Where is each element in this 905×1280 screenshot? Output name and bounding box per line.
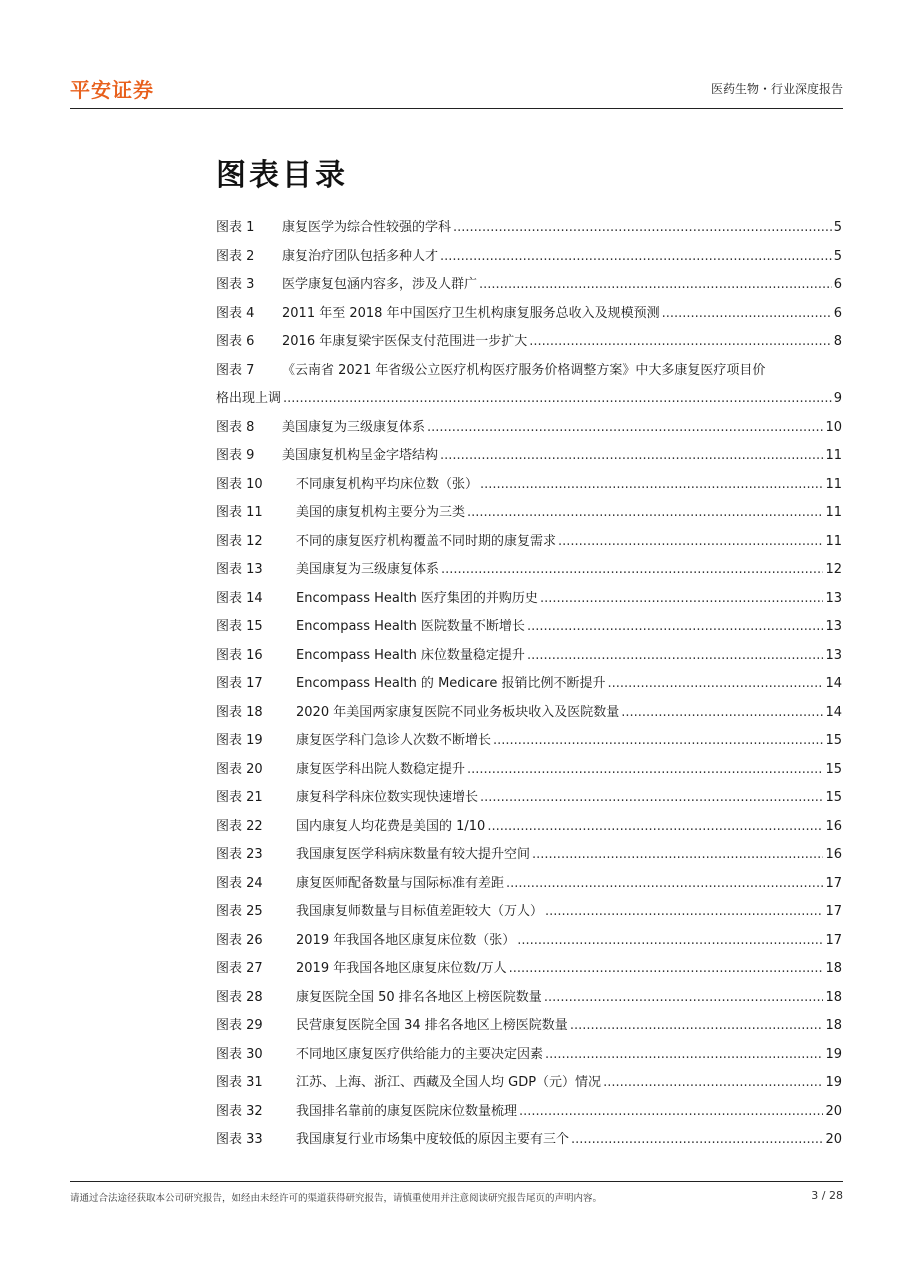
toc-figure-number: 图表 11 — [216, 505, 263, 520]
toc-leader-dots — [467, 758, 823, 782]
toc-figure-title: 我国排名靠前的康复医院床位数量梳理 — [296, 1103, 518, 1119]
toc-figure-title: 康复医学科门急诊人次数不断增长 — [296, 733, 492, 748]
toc-page-number: 11 — [825, 448, 842, 463]
toc-page-number: 13 — [825, 647, 842, 663]
toc-entry[interactable] — [216, 672, 842, 701]
toc-figure-number: 图表 14 — [216, 590, 263, 606]
toc-figure-number: 图表 18 — [216, 704, 263, 720]
toc-figure-title: 国内康复人均花费是美国的 1/10 — [296, 818, 486, 834]
toc-figure-number: 图表 20 — [216, 761, 263, 777]
toc-figure-title: 我国康复行业市场集中度较低的原因主要有三个 — [296, 1132, 570, 1147]
toc-entry[interactable] — [216, 701, 842, 730]
toc-figure-number: 图表 26 — [216, 932, 263, 948]
company-logo: 平安证券 — [70, 78, 154, 102]
toc-figure-number: 图表 1 — [216, 220, 255, 235]
toc-page-number: 11 — [825, 476, 842, 492]
toc-figure-title: 不同的康复医疗机构覆盖不同时期的康复需求 — [296, 533, 557, 549]
toc-entry[interactable] — [216, 216, 842, 245]
report-category: 医药生物・行业深度报告 — [710, 82, 843, 96]
toc-entry[interactable] — [216, 957, 842, 986]
toc-entry[interactable] — [216, 501, 842, 530]
footer-divider — [70, 1181, 843, 1182]
toc-entry[interactable] — [216, 1128, 842, 1157]
toc-page-number: 18 — [825, 1018, 842, 1033]
toc-entry[interactable] — [216, 843, 842, 872]
toc-entry[interactable] — [216, 929, 842, 958]
toc-figure-number: 图表 6 — [216, 334, 255, 349]
toc-entry[interactable] — [216, 786, 842, 815]
toc-page-number: 18 — [825, 989, 842, 1005]
toc-page-number: 8 — [833, 334, 842, 349]
toc-figure-number: 图表 25 — [216, 904, 263, 919]
toc-leader-dots — [545, 1043, 823, 1067]
toc-page-number: 11 — [825, 533, 842, 549]
toc-leader-dots — [487, 815, 823, 839]
toc-leader-dots — [479, 273, 832, 297]
toc-page-number: 17 — [825, 932, 842, 948]
toc-page-number: 19 — [825, 1046, 842, 1062]
toc-figure-title: 不同康复机构平均床位数（张） — [296, 476, 479, 492]
toc-figure-title: 康复医学科出院人数稳定提升 — [296, 761, 466, 777]
toc-leader-dots — [493, 729, 823, 753]
toc-leader-dots — [441, 558, 823, 582]
toc-leader-dots — [440, 444, 823, 468]
toc-page-number: 17 — [825, 904, 842, 919]
toc-leader-dots — [662, 302, 832, 326]
toc-page-number: 16 — [825, 818, 842, 834]
toc-figure-number: 图表 19 — [216, 733, 263, 748]
toc-figure-title: 康复医学为综合性较强的学科 — [282, 220, 452, 235]
page-number: 3 / 28 — [811, 1189, 843, 1202]
toc-figure-title: 康复医院全国 50 排名各地区上榜医院数量 — [296, 989, 542, 1005]
toc-leader-dots — [519, 1100, 823, 1124]
toc-leader-dots — [544, 986, 824, 1010]
toc-entry[interactable] — [216, 245, 842, 274]
toc-figure-number: 图表 28 — [216, 989, 263, 1005]
toc-page-number: 20 — [825, 1103, 842, 1119]
toc-figure-number: 图表 32 — [216, 1103, 263, 1119]
toc-figure-number: 图表 27 — [216, 961, 263, 976]
toc-figure-number: 图表 2 — [216, 248, 255, 264]
toc-page-number: 13 — [825, 590, 842, 606]
toc-leader-dots — [509, 957, 824, 981]
toc-entry[interactable] — [216, 1071, 842, 1100]
toc-figure-number: 图表 3 — [216, 277, 255, 292]
toc-entry[interactable] — [216, 273, 842, 302]
toc-entry[interactable] — [216, 330, 842, 359]
toc-page-number: 10 — [825, 419, 842, 435]
toc-leader-dots — [607, 672, 823, 696]
toc-entry[interactable] — [216, 444, 842, 473]
toc-figure-title: 不同地区康复医疗供给能力的主要决定因素 — [296, 1046, 544, 1062]
toc-figure-title: 2020 年美国两家康复医院不同业务板块收入及医院数量 — [296, 704, 620, 720]
toc-leader-dots — [558, 530, 823, 554]
toc-leader-dots — [440, 245, 832, 269]
footer-disclaimer: 请通过合法途径获取本公司研究报告，如经由未经许可的渠道获得研究报告，请慎重使用并注意阅读研究报告尾页的声明内容。 — [70, 1193, 603, 1204]
toc-figure-number: 图表 17 — [216, 676, 263, 691]
toc-figure-title: Encompass Health 的 Medicare 报销比例不断提升 — [296, 676, 606, 691]
toc-page-number: 17 — [825, 875, 842, 891]
toc-entry[interactable] — [216, 473, 842, 502]
toc-page-number: 20 — [825, 1132, 842, 1147]
toc-figure-title: 民营康复医院全国 34 排名各地区上榜医院数量 — [296, 1018, 568, 1033]
toc-leader-dots — [532, 843, 823, 867]
toc-figure-title: 医学康复包涵内容多，涉及人群广 — [282, 277, 478, 292]
toc-figure-number: 图表 21 — [216, 790, 263, 805]
toc-entry[interactable] — [216, 587, 842, 616]
toc-entry[interactable] — [216, 1014, 842, 1043]
toc-figure-title: 美国康复为三级康复体系 — [296, 562, 440, 577]
toc-figure-number: 图表 23 — [216, 847, 263, 862]
toc-leader-dots — [427, 416, 823, 440]
toc-leader-dots — [527, 615, 824, 639]
toc-entry[interactable] — [216, 729, 842, 758]
toc-figure-title: 2011 年至 2018 年中国医疗卫生机构康复服务总收入及规模预测 — [282, 305, 660, 321]
toc-page-number: 16 — [825, 847, 842, 862]
toc-entry[interactable] — [216, 1043, 842, 1072]
toc-figure-number: 图表 30 — [216, 1046, 263, 1062]
toc-page-number: 9 — [833, 391, 842, 406]
toc-entry[interactable] — [216, 530, 842, 559]
toc-leader-dots — [467, 501, 823, 525]
page-header — [70, 72, 843, 109]
toc-leader-dots — [527, 644, 824, 668]
toc-page-number: 6 — [833, 305, 842, 321]
toc-page-number: 12 — [825, 562, 842, 577]
toc-entry[interactable] — [216, 359, 842, 388]
toc-entry[interactable] — [216, 558, 842, 587]
toc-page-number: 19 — [825, 1075, 842, 1090]
toc-page-number: 15 — [825, 790, 842, 805]
toc-page-number: 11 — [825, 505, 842, 520]
toc-leader-dots — [571, 1128, 823, 1152]
toc-page-number: 5 — [833, 248, 842, 264]
toc-entry-continuation[interactable] — [216, 387, 842, 416]
toc-page-number: 14 — [825, 704, 842, 720]
toc-entry[interactable] — [216, 758, 842, 787]
toc-figure-number: 图表 16 — [216, 647, 263, 663]
toc-entry[interactable] — [216, 302, 842, 331]
toc-figure-title: 美国的康复机构主要分为三类 — [296, 505, 466, 520]
toc-figure-title: 《云南省 2021 年省级公立医疗机构医疗服务价格调整方案》中大多康复医疗项目价 — [282, 362, 766, 378]
toc-entry[interactable] — [216, 900, 842, 929]
toc-entry[interactable] — [216, 872, 842, 901]
toc-entry[interactable] — [216, 644, 842, 673]
page-title: 图表目录 — [216, 158, 348, 193]
toc-figure-title: 美国康复为三级康复体系 — [282, 419, 426, 435]
table-of-figures — [216, 216, 842, 1157]
toc-entry[interactable] — [216, 1100, 842, 1129]
toc-figure-title: Encompass Health 床位数量稳定提升 — [296, 647, 525, 663]
toc-page-number: 15 — [825, 733, 842, 748]
toc-figure-number: 图表 8 — [216, 419, 255, 435]
toc-figure-title: 我国康复医学科病床数量有较大提升空间 — [296, 847, 531, 862]
toc-leader-dots — [621, 701, 823, 725]
toc-page-number: 14 — [825, 676, 842, 691]
toc-page-number: 15 — [825, 761, 842, 777]
toc-figure-title: 2016 年康复梁宇医保支付范围进一步扩大 — [282, 334, 528, 349]
toc-leader-dots — [517, 929, 823, 953]
toc-figure-title: 康复治疗团队包括多种人才 — [282, 248, 439, 264]
toc-entry[interactable] — [216, 416, 842, 445]
toc-figure-number: 图表 33 — [216, 1132, 263, 1147]
toc-figure-number: 图表 15 — [216, 619, 263, 634]
toc-figure-title: 康复科学科床位数实现快速增长 — [296, 790, 479, 805]
toc-figure-number: 图表 10 — [216, 476, 263, 492]
toc-figure-title: 我国康复师数量与目标值差距较大（万人） — [296, 904, 544, 919]
toc-figure-title: 美国康复机构呈金字塔结构 — [282, 448, 439, 463]
toc-leader-dots — [540, 587, 824, 611]
toc-leader-dots — [506, 872, 823, 896]
toc-leader-dots — [283, 387, 832, 411]
toc-leader-dots — [480, 473, 823, 497]
toc-entry[interactable] — [216, 615, 842, 644]
toc-figure-number: 图表 22 — [216, 818, 263, 834]
toc-leader-dots — [480, 786, 823, 810]
toc-figure-title: Encompass Health 医疗集团的并购历史 — [296, 590, 538, 606]
toc-leader-dots — [529, 330, 832, 354]
toc-figure-title: 2019 年我国各地区康复床位数（张） — [296, 932, 516, 948]
toc-figure-title: 2019 年我国各地区康复床位数/万人 — [296, 961, 507, 976]
toc-figure-title: 康复医师配备数量与国际标准有差距 — [296, 875, 505, 891]
toc-leader-dots — [453, 216, 832, 240]
toc-figure-number: 图表 31 — [216, 1075, 263, 1090]
toc-figure-title: 格出现上调 — [216, 391, 282, 406]
toc-leader-dots — [603, 1071, 823, 1095]
toc-page-number: 6 — [833, 277, 842, 292]
toc-page-number: 13 — [825, 619, 842, 634]
toc-figure-number: 图表 24 — [216, 875, 263, 891]
toc-leader-dots — [570, 1014, 824, 1038]
toc-figure-number: 图表 12 — [216, 533, 263, 549]
toc-entry[interactable] — [216, 815, 842, 844]
toc-leader-dots — [545, 900, 823, 924]
toc-figure-number: 图表 29 — [216, 1018, 263, 1033]
toc-figure-number: 图表 7 — [216, 362, 255, 378]
toc-figure-title: 江苏、上海、浙江、西藏及全国人均 GDP（元）情况 — [296, 1075, 602, 1090]
toc-page-number: 18 — [825, 961, 842, 976]
toc-entry[interactable] — [216, 986, 842, 1015]
toc-figure-number: 图表 9 — [216, 448, 255, 463]
toc-figure-number: 图表 13 — [216, 562, 263, 577]
toc-page-number: 5 — [833, 220, 842, 235]
toc-figure-title: Encompass Health 医院数量不断增长 — [296, 619, 525, 634]
toc-figure-number: 图表 4 — [216, 305, 255, 321]
